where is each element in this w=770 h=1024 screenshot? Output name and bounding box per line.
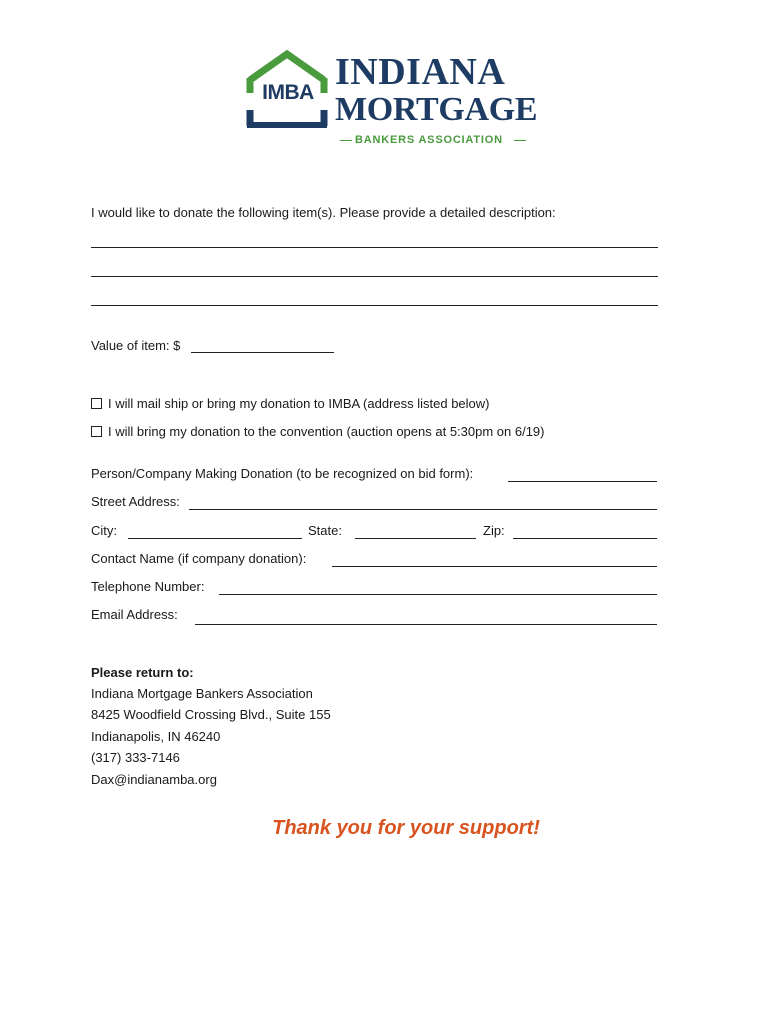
return-email[interactable]: Dax@indianamba.org <box>91 772 217 787</box>
option-convention[interactable] <box>91 424 545 440</box>
value-line[interactable] <box>191 352 334 353</box>
option-label: I will mail ship or bring my donation to IMBA (address listed below) <box>108 396 490 411</box>
logo-association-text: BANKERS ASSOCIATION <box>355 134 503 146</box>
imba-logo <box>245 48 538 146</box>
return-city: Indianapolis, IN 46240 <box>91 729 221 744</box>
city-line[interactable] <box>128 538 302 539</box>
zip-line[interactable] <box>513 538 657 539</box>
state-label: State: <box>308 523 342 538</box>
zip-label: Zip: <box>483 523 505 538</box>
contact-label: Contact Name (if company donation): <box>91 551 307 566</box>
street-label: Street Address: <box>91 494 180 509</box>
state-line[interactable] <box>355 538 476 539</box>
logo-association-line <box>340 134 530 146</box>
city-label: City: <box>91 523 117 538</box>
option-mail-ship[interactable] <box>91 396 490 412</box>
email-label: Email Address: <box>91 607 178 622</box>
return-org: Indiana Mortgage Bankers Association <box>91 686 313 701</box>
description-line-1[interactable] <box>91 247 658 248</box>
description-line-3[interactable] <box>91 305 658 306</box>
person-company-label: Person/Company Making Donation (to be recognized on bid form): <box>91 466 474 481</box>
logo-mark-text: IMBA <box>262 81 314 104</box>
return-street: 8425 Woodfield Crossing Blvd., Suite 155 <box>91 707 331 722</box>
return-phone: (317) 333-7146 <box>91 750 180 765</box>
email-line[interactable] <box>195 624 657 625</box>
intro-text: I would like to donate the following item(s). Please provide a detailed description: <box>91 205 556 220</box>
return-heading: Please return to: <box>91 665 194 680</box>
thank-you-text: Thank you for your support! <box>272 817 540 839</box>
telephone-line[interactable] <box>219 594 657 595</box>
value-label: Value of item: $ <box>91 338 181 353</box>
logo-word-mortgage: MORTGAGE <box>335 91 538 128</box>
person-company-line[interactable] <box>508 481 657 482</box>
contact-line[interactable] <box>332 566 657 567</box>
street-line[interactable] <box>189 509 657 510</box>
checkbox-icon[interactable] <box>91 426 102 437</box>
description-line-2[interactable] <box>91 276 658 277</box>
option-label: I will bring my donation to the convention (auction opens at 5:30pm on 6/19) <box>108 424 545 439</box>
checkbox-icon[interactable] <box>91 398 102 409</box>
telephone-label: Telephone Number: <box>91 579 205 594</box>
logo-word-indiana: INDIANA <box>335 51 506 93</box>
